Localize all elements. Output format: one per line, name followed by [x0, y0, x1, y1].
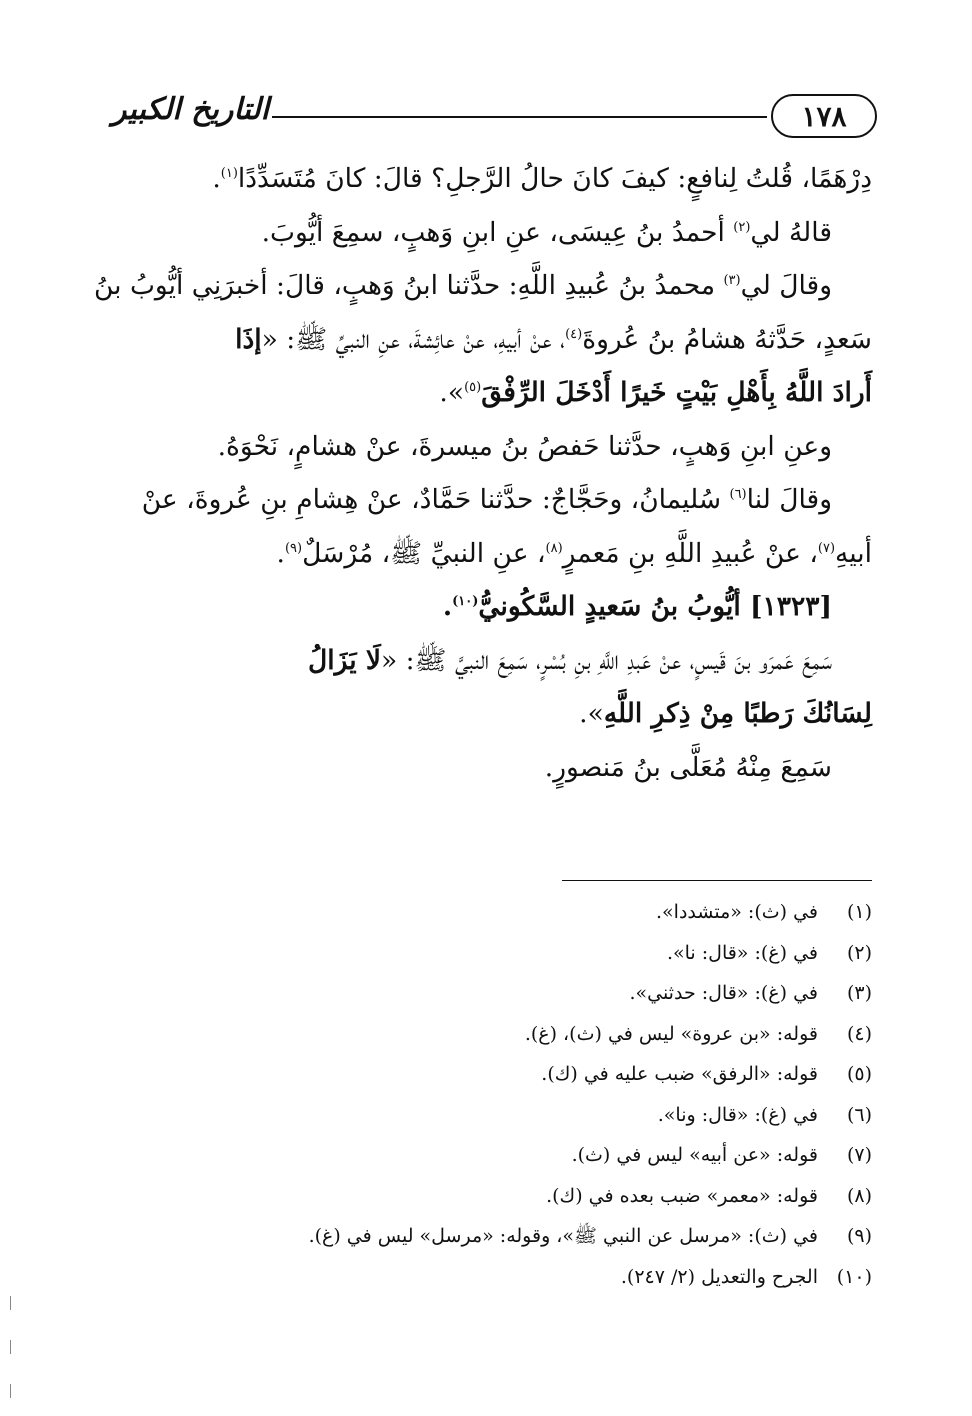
- text-line: سَمِعَ مِنْهُ مُعَلَّى بنُ مَنصورٍ.: [544, 751, 832, 783]
- footnote: (٩)في (ث): «مرسل عن النبي ﷺ»، وقوله: «مرسل» ليس في (غ).: [308, 1225, 872, 1247]
- footnote-ref: (٥): [464, 380, 482, 396]
- footnote: (٢)في (غ): «قال: نا».: [666, 941, 872, 964]
- text-line: قالهُ لي$^{(٢)}$ أحمدُ بنُ عِيسَى، عنِ ابنِ وَهبٍ، سمِعَ أيُّوبَ.: [261, 216, 832, 248]
- page-header: [112, 92, 877, 148]
- footnote-ref: (٨): [545, 540, 563, 556]
- footnote: (٨)قوله: «معمر» ضبب بعده في (ك).: [546, 1184, 872, 1207]
- footnote: (٦)في (غ): «قال: ونا».: [657, 1103, 872, 1126]
- footnote: (١)في (ث): «متشددا».: [656, 901, 872, 923]
- margin-mark: [10, 1296, 11, 1310]
- header-rule: [272, 116, 767, 118]
- footnote-separator: [562, 880, 872, 881]
- entry-heading: [١٣٢٣] أيُّوبُ بنُ سَعيدٍ السَّكُونيُّ$^{(١٠)}$.: [442, 591, 832, 622]
- footnote-ref: (٤): [565, 326, 583, 342]
- hadith-text: لِسَانُكَ رَطبًا مِنْ ذِكرِ اللَّهِ: [603, 698, 872, 729]
- text-line: أَرادَ اللَّهُ بِأَهْلِ بَيْتٍ خَيرًا أَدْخَلَ الرِّفْقَ$^{(٥)}$».: [439, 377, 872, 408]
- footnote-ref: (١): [220, 166, 238, 182]
- text-line: وقالَ لنا$^{(٦)}$ سُليمانُ، وحَجَّاجٌ: حدَّثنا حَمَّادٌ، عنْ هِشامِ بنِ عُروةَ، عنْ: [141, 484, 832, 515]
- footnote: (٤)قوله: «بن عروة» ليس في (ث)، (غ).: [524, 1022, 872, 1045]
- main-text: [94, 152, 872, 794]
- footnote: (١٠)الجرح والتعديل (٢/ ٢٤٧).: [620, 1265, 872, 1288]
- text-line: دِرْهَمًا، قُلتُ لِنافعٍ: كيفَ كانَ حالُ الرَّجلِ؟ قالَ: كانَ مُتَسَدِّدًا$^{(١)}$.: [212, 163, 872, 194]
- margin-mark: [10, 1384, 11, 1398]
- hadith-text: أَرادَ اللَّهُ بِأَهْلِ بَيْتٍ خَيرًا أَدْخَلَ الرِّفْقَ: [481, 377, 872, 408]
- page-number-badge: ١٧٨: [771, 94, 877, 138]
- margin-mark: [10, 1340, 11, 1354]
- footnote: (٧)قوله: «عن أبيه» ليس في (ث).: [571, 1144, 872, 1166]
- hadith-text: لَا يَزَالُ: [308, 644, 381, 676]
- entry-number: [١٣٢٣]: [749, 591, 832, 622]
- hadith-text: إذَا: [235, 323, 262, 355]
- text-line: أبيهِ$^{(٧)}$، عنْ عُبيدِ اللَّهِ بنِ مَعمرٍ$^{(٨)}$، عنِ النبيِّ ﷺ، مُرْسَلٌ$^{(٩)}$.: [276, 537, 872, 569]
- footnote-ref: (٢): [733, 219, 751, 235]
- footnote-ref: (٧): [817, 540, 836, 556]
- footnote-ref: (١٠): [452, 594, 479, 610]
- footnotes-list: [150, 892, 872, 1297]
- footnote: (٣)في (غ): «قال: حدثني».: [629, 982, 872, 1004]
- footnote: (٥)قوله: «الرفق» ضبب عليه في (ك).: [541, 1063, 872, 1085]
- text-line: سَعدٍ، حَدَّثهُ هشامُ بنُ عُروةَ$^{(٤)}$، عنْ أبيهِ، عنْ عائِشةَ، عنِ النبيِّ ﷺ: «إذَا: [235, 323, 872, 355]
- text-line: سَمِعَ عَمرَو بنَ قَيسٍ، عنْ عَبدِ اللَّهِ بنِ بُسْرٍ، سَمِعَ النبيَّ ﷺ: «لَا يَزَالُ: [308, 644, 832, 676]
- text-line: لِسَانُكَ رَطبًا مِنْ ذِكرِ اللَّهِ».: [579, 698, 872, 729]
- footnote-ref: (٦): [729, 487, 747, 503]
- footnote-ref: (٣): [723, 273, 741, 289]
- text-line: وقالَ لي$^{(٣)}$ محمدُ بنُ عُبيدِ اللَّهِ: حدَّثنا ابنُ وَهبٍ، قالَ: أخبرَنِي أيُّوبُ بنُ: [94, 270, 832, 301]
- book-title: التاريخ الكبير: [112, 92, 270, 127]
- footnote-ref: (٩): [284, 540, 303, 556]
- text-line: وعنِ ابنِ وَهبٍ، حدَّثنا حَفصُ بنُ ميسرةَ، عنْ هشامٍ، نَحْوَهُ.: [217, 430, 832, 462]
